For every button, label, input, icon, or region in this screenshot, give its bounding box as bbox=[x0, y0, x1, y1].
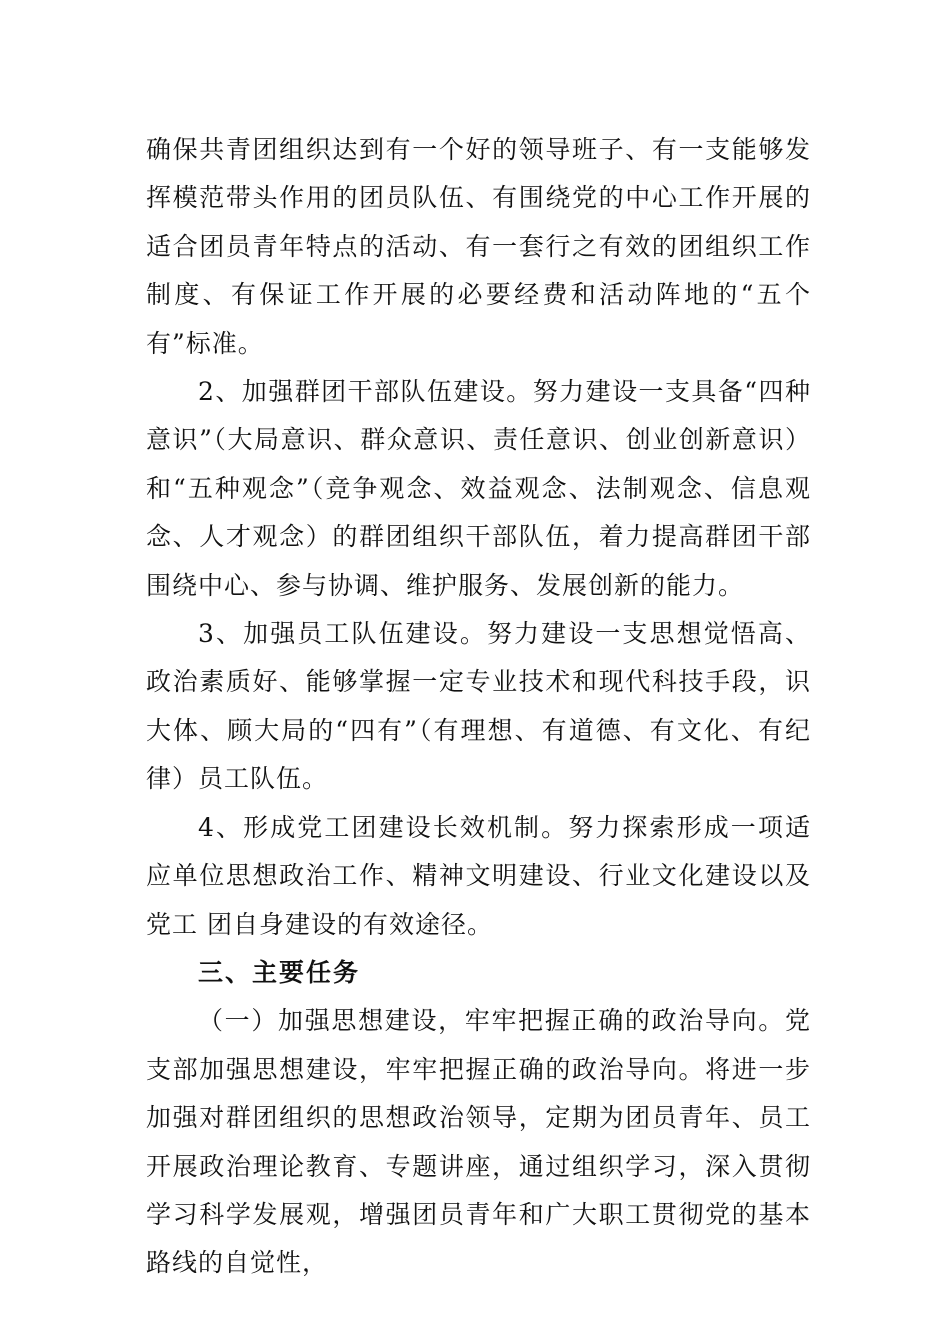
paragraph-item-4: 4、形成党工团建设长效机制。努力探索形成一项适应单位思想政治工作、精神文明建设、行业文化建设以及党工 团自身建设的有效途径。 bbox=[146, 812, 811, 939]
paragraph-task-1: （一）加强思想建设，牢牢把握正确的政治导向。党支部加强思想建设，牢牢把握正确的政治导向。将进一步加强对群团组织的思想政治领导，定期为团员青年、员工开展政治理论教育、专题讲座，通过组织学习，深入贯彻学习科学发展观，增强团员青年和广大职工贯彻党的基本路线的自觉性， bbox=[146, 1006, 811, 1278]
paragraph-continuation: 确保共青团组织达到有一个好的领导班子、有一支能够发挥模范带头作用的团员队伍、有围绕党的中心工作开展的适合团员青年特点的活动、有一套行之有效的团组织工作制度、有保证工作开展的必要经费和活动阵地的“五个有”标准。 bbox=[146, 135, 811, 358]
section-heading: 三、主要任务 bbox=[198, 957, 361, 987]
paragraph-item-2: 2、加强群团干部队伍建设。努力建设一支具备“四种意识”（大局意识、群众意识、责任意识、创业创新意识）和“五种观念”（竞争观念、效益观念、法制观念、信息观念、人才观念）的群团组织干部队伍，着力提高群团干部围绕中心、参与协调、维护服务、发展创新的能力。 bbox=[146, 377, 811, 600]
paragraph-item-3: 3、加强员工队伍建设。努力建设一支思想觉悟高、政治素质好、能够掌握一定专业技术和现代科技手段，识大体、顾大局的“四有”（有理想、有道德、有文化、有纪律）员工队伍。 bbox=[146, 619, 811, 794]
document-body bbox=[146, 126, 811, 1288]
